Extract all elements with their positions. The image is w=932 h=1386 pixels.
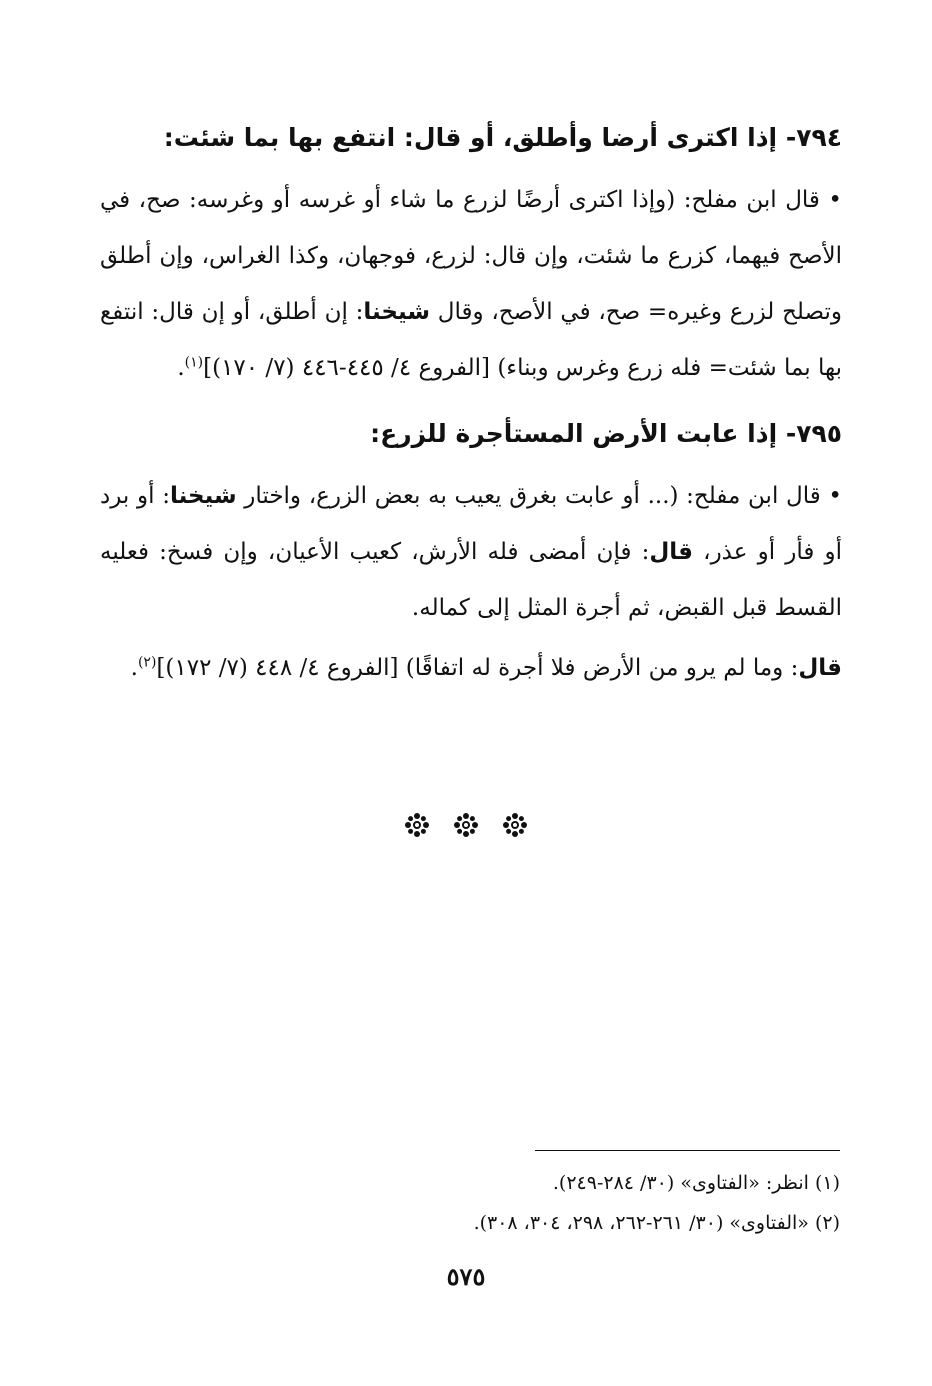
- footnotes: [100, 1163, 840, 1243]
- text-run: : وما لم يرو من الأرض فلا أجرة له اتفاقًا) [الفروع ٤/ ٤٤٨ (٧/ ١٧٢)]: [156, 655, 799, 681]
- footnote-2: (٢) «الفتاوى» (٣٠/ ٢٦١-٢٦٢، ٢٩٨، ٣٠٤، ٣٠٨).: [473, 1212, 840, 1234]
- bold-term: قال: [798, 655, 842, 681]
- bold-term: قال: [649, 539, 693, 565]
- footnote-separator: [535, 1150, 840, 1151]
- paragraph: [100, 468, 842, 636]
- bold-term: شيخنا: [363, 299, 430, 325]
- page-body: [100, 118, 842, 714]
- section-794: [100, 118, 842, 396]
- paragraph: [100, 172, 842, 396]
- text-run: • قال ابن مفلح: (... أو عابت بغرق يعيب به بعض الزرع، واختار: [236, 483, 843, 509]
- section-heading: ٧٩٤- إذا اكترى أرضا وأطلق، أو قال: انتفع بها بما شئت:: [163, 123, 842, 152]
- paragraph: [100, 640, 842, 696]
- text-run: • قال ابن مفلح: (وإذا اكترى أرضًا لزرع ما شاء أو غرسه أو وغرسه: صح، في الأصح فيهما، كزرع ما شئت، وإن قال: لزرع، فوجهان، وكذا الغراس، وإن أطلق وتصلح لزرع وغيره= صح، في الأصح، وقال: [100, 187, 842, 325]
- footnote-ref: (٢): [137, 654, 157, 671]
- ornament-flower-icon: [502, 812, 528, 838]
- section-heading: ٧٩٥- إذا عابت الأرض المستأجرة للزرع:: [370, 419, 842, 448]
- ornament-flower-icon: [404, 812, 430, 838]
- section-divider-ornaments: [0, 812, 932, 844]
- footnote-ref: (١): [184, 354, 204, 371]
- page-number: ٥٧٥: [446, 1262, 486, 1291]
- text-run: : أو برد أو فأر أو عذر،: [100, 483, 842, 565]
- text-run: : فإن أمضى فله الأرش، كعيب الأعيان، وإن فسخ: فعليه القسط قبل القبض، ثم أجرة المثل إلى كماله.: [100, 539, 842, 621]
- bold-term: شيخنا: [169, 483, 237, 509]
- text-run: .: [130, 655, 138, 681]
- footnote-1: (١) انظر: «الفتاوى» (٣٠/ ٢٨٤-٢٤٩).: [552, 1172, 840, 1194]
- text-run: : إن أطلق، أو إن قال: انتفع بها بما شئت= فله زرع وغرس وبناء) [الفروع ٤/ ٤٤٥-٤٤٦ (٧/ ١٧٠)]: [100, 299, 842, 381]
- section-795: [100, 414, 842, 696]
- ornament-flower-icon: [453, 812, 479, 838]
- text-run: .: [177, 355, 185, 381]
